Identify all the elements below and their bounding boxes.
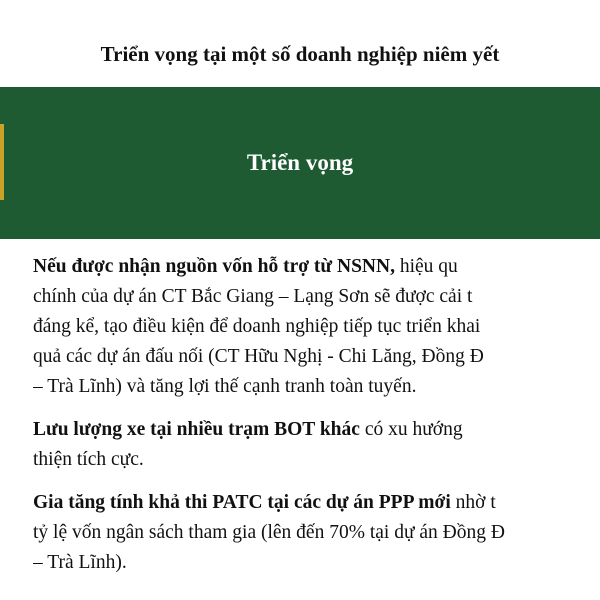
paragraph-line: – Trà Lĩnh) và tăng lợi thế cạnh tranh toàn tuyến. [33,376,417,397]
paragraph-state-budget [33,252,600,402]
paragraph-lead: Lưu lượng xe tại nhiều trạm BOT khác [33,419,360,440]
paragraph-lead: Gia tăng tính khả thi PATC tại các dự án PPP mới [33,492,451,513]
paragraph-line [33,415,600,445]
paragraph-line [33,488,600,518]
banner-title: Triển vọng [246,150,354,175]
paragraph-line: quả các dự án đấu nối (CT Hữu Nghị - Chi Lăng, Đồng Đ [33,346,484,367]
paragraph-line: chính của dự án CT Bắc Giang – Lạng Sơn sẽ được cải t [33,286,473,307]
paragraph-text: nhờ t [450,492,496,513]
paragraph-line: tỷ lệ vốn ngân sách tham gia (lên đến 70% tại dự án Đồng Đ [33,522,505,543]
paragraph-ppp-feasibility [33,488,600,578]
paragraph-line: thiện tích cực. [33,449,144,470]
paragraph-line [33,252,600,282]
paragraph-line: đáng kể, tạo điều kiện để doanh nghiệp tiếp tục triển khai [33,316,481,337]
paragraph-bot-traffic [33,415,600,475]
paragraph-text: có xu hướng [359,419,463,440]
paragraph-text: hiệu qu [394,256,458,277]
paragraph-line: – Trà Lĩnh). [33,552,127,573]
paragraph-lead: Nếu được nhận nguồn vốn hỗ trợ từ NSNN, [33,256,395,277]
content-body [33,252,600,600]
page-title: Triển vọng tại một số doanh nghiệp niêm yết [100,42,500,66]
